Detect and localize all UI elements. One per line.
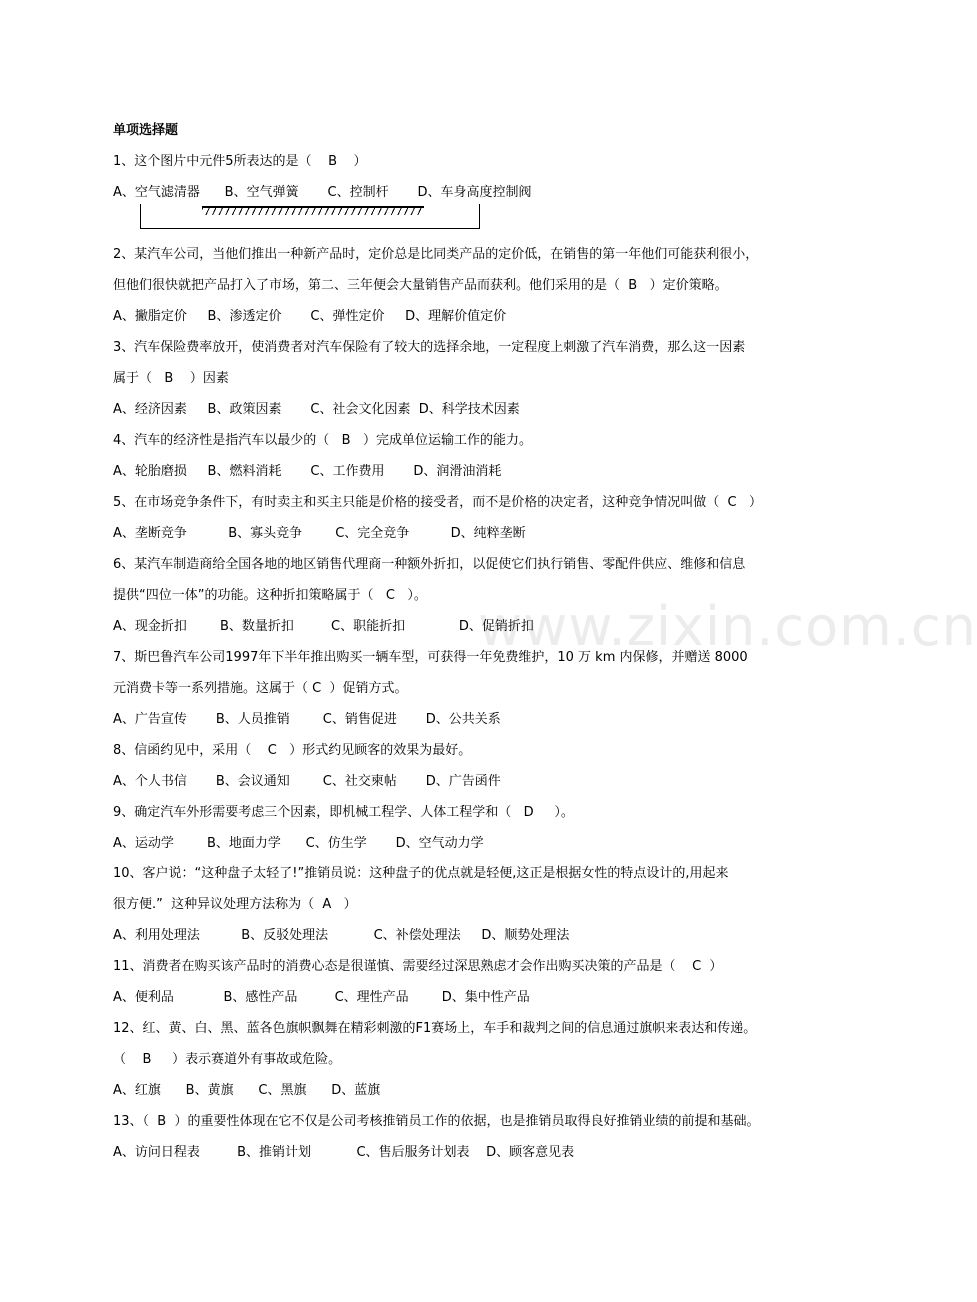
options-7: A、广告宣传 B、人员推销 C、销售促进 D、公共关系	[113, 712, 501, 727]
question-13: 13、（ B ）的重要性体现在它不仅是公司考核推销员工作的依据，也是推销员取得良好推销业绩的前提和基础。	[113, 1114, 760, 1129]
options-11: A、便利品 B、感性产品 C、理性产品 D、集中性产品	[113, 990, 530, 1005]
options-3: A、经济因素 B、政策因素 C、社会文化因素 D、科学技术因素	[113, 402, 520, 417]
question-6-line-1: 6、某汽车制造商给全国各地的地区销售代理商一种额外折扣，以促使它们执行销售、零配件供应、维修和信息	[113, 557, 746, 572]
options-13: A、访问日程表 B、推销计划 C、售后服务计划表 D、顾客意见表	[113, 1145, 575, 1160]
section-title: 单项选择题	[113, 123, 179, 138]
question-9: 9、确定汽车外形需要考虑三个因素，即机械工程学、人体工程学和（ D ）。	[113, 805, 574, 820]
question-4: 4、汽车的经济性是指汽车以最少的（ B ）完成单位运输工作的能力。	[113, 433, 532, 448]
question-11: 11、消费者在购买该产品时的消费心态是很谨慎、需要经过深思熟虑才会作出购买决策的产品是（ C ）	[113, 959, 723, 974]
question-2-line-1: 2、某汽车公司，当他们推出一种新产品时，定价总是比同类产品的定价低，在销售的第一年他们可能获利很小，	[113, 247, 759, 262]
options-10: A、利用处理法 B、反驳处理法 C、补偿处理法 D、顺势处理法	[113, 928, 570, 943]
question-10-line-2: 很方便.” 这种异议处理方法称为（ A ）	[113, 897, 357, 912]
question-2-line-2: 但他们很快就把产品打入了市场，第二、三年便会大量销售产品而获利。他们采用的是（ B ）定价策略。	[113, 278, 728, 293]
options-9: A、运动学 B、地面力学 C、仿生学 D、空气动力学	[113, 836, 484, 851]
options-1: A、空气滤清器 B、空气弹簧 C、控制杆 D、车身高度控制阀	[113, 185, 532, 200]
options-6: A、现金折扣 B、数量折扣 C、职能折扣 D、促销折扣	[113, 619, 534, 634]
options-12: A、红旗 B、黄旗 C、黑旗 D、蓝旗	[113, 1083, 381, 1098]
question-6-line-2: 提供“四位一体”的功能。这种折扣策略属于（ C ）。	[113, 588, 427, 603]
question-12-line-1: 12、红、黄、白、黑、蓝各色旗帜飘舞在精彩刺激的F1赛场上，车手和裁判之间的信息通过旗帜来表达和传递。	[113, 1021, 757, 1036]
question-7-line-2: 元消费卡等一系列措施。这属于（ C ）促销方式。	[113, 681, 408, 696]
watermark: www.zixin.com.cn	[478, 595, 977, 658]
options-8: A、个人书信 B、会议通知 C、社交柬帖 D、广告函件	[113, 774, 501, 789]
hatched-surface	[202, 206, 424, 215]
options-4: A、轮胎磨损 B、燃料消耗 C、工作费用 D、润滑油消耗	[113, 464, 502, 479]
question-5: 5、在市场竞争条件下，有时卖主和买主只能是价格的接受者，而不是价格的决定者，这种竞争情况叫做（ C ）	[113, 495, 763, 510]
options-5: A、垄断竞争 B、寡头竞争 C、完全竞争 D、纯粹垄断	[113, 526, 526, 541]
question-8: 8、信函约见中，采用（ C ）形式约见顾客的效果为最好。	[113, 743, 472, 758]
question-3-line-2: 属于（ B ）因素	[113, 371, 229, 386]
question-3-line-1: 3、汽车保险费率放开，使消费者对汽车保险有了较大的选择余地，一定程度上刺激了汽车消费，那么这一因素	[113, 340, 746, 355]
question-10-line-1: 10、客户说：“这种盘子太轻了!”推销员说：这种盘子的优点就是轻便,这正是根据女性的特点设计的,用起来	[113, 866, 729, 881]
question-1: 1、这个图片中元件5所表达的是（ B ）	[113, 154, 367, 169]
options-2: A、撇脂定价 B、渗透定价 C、弹性定价 D、理解价值定价	[113, 309, 507, 324]
component-diagram	[140, 204, 482, 230]
question-7-line-1: 7、斯巴鲁汽车公司1997年下半年推出购买一辆车型，可获得一年免费维护，10 万 km 内保修，并赠送 8000	[113, 650, 748, 665]
question-12-line-2: （ B ）表示赛道外有事故或危险。	[113, 1052, 342, 1067]
